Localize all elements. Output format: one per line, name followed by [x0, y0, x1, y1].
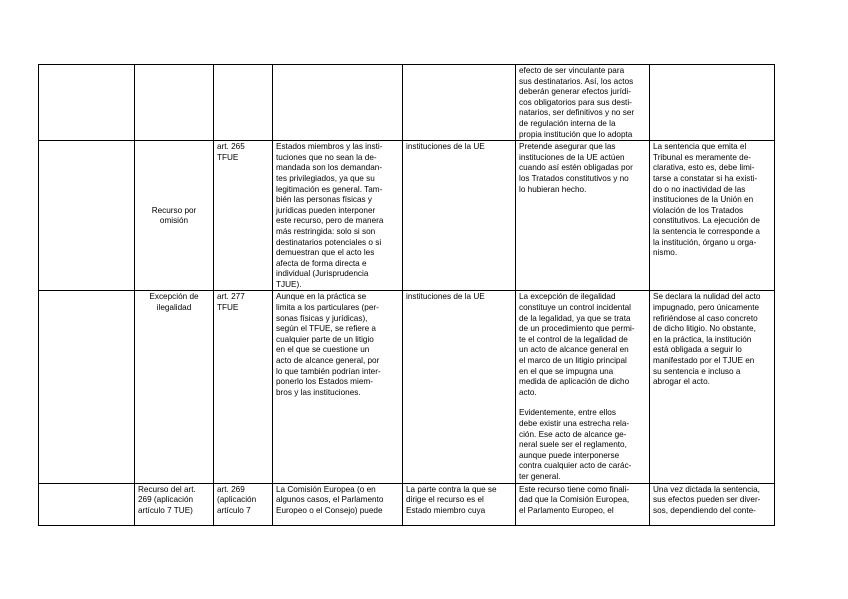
effects-cell: Una vez dictada la sentencia, sus efectos pueden ser diver- sos, dependiendo del conte-: [650, 483, 775, 525]
effects-cell: [650, 65, 775, 141]
category-cell: Recurso del art. 269 (aplicación artículo 7 TUE): [135, 483, 214, 525]
purpose-cell: Pretende asegurar que las instituciones de la UE actúen cuando así estén obligadas por los Tratados constitutivos y no lo hubieran hecho.: [516, 141, 650, 291]
purpose-cell: Este recurso tiene como finali- dad que la Comisión Europea, el Parlamento Europeo, el: [516, 483, 650, 525]
legitimation-cell: La Comisión Europea (o en algunos casos, el Parlamento Europeo o el Consejo) puede: [273, 483, 403, 525]
category-cell: [135, 65, 214, 141]
table-row: [39, 65, 775, 141]
article-cell: art. 277 TFUE: [214, 291, 273, 483]
purpose-cell: efecto de ser vinculante para sus destinatarios. Así, los actos deberán generar efectos jurídi- cos obligatorios para sus desti- natarios, ser definitivos y no ser de regulación interna de la propia institución que lo adopta: [516, 65, 650, 141]
purpose-note: Evidentemente, entre ellos debe existir una estrecha rela- ción. Ese acto de alcance ge- neral suele ser el reglamento, aunque puede interponerse contra cualquier acto de carác- ter general.: [519, 408, 632, 481]
legitimation-cell: Estados miembros y las insti- tuciones que no sean la de- mandada son los demandan- tes privilegiados, ya que su legitimación es general. Tam- bién las personas físicas y jurídicas pueden interponer este recurso, pero de manera más restringida: solo si son destinatarios potenciales o si demuestran que el acto les afecta de forma directa e individual (Jurisprudencia TJUE).: [273, 141, 403, 291]
legitimation-cell: Aunque en la práctica se limita a los particulares (per- sonas físicas y jurídicas), según el TFUE, se refiere a cualquier parte de un litigio en el que se cuestione un acto de alcance general, por lo que también podrían inter- ponerlo los Estados miem- bros y las instituciones.: [273, 291, 403, 483]
blank-cell: [39, 483, 135, 525]
table-row: [39, 483, 775, 525]
effects-cell: La sentencia que emita el Tribunal es meramente de- clarativa, esto es, debe limi- tarse a constatar si ha existi- do o no inactividad de las instituciones de la Unión en violación de los Tratados constitutivos. La ejecución de la sentencia le corresponde a la institución, órgano u orga- nismo.: [650, 141, 775, 291]
legitimation-cell: [273, 65, 403, 141]
appeals-table: [38, 64, 775, 526]
table-row: [39, 291, 775, 483]
defendant-cell: La parte contra la que se dirige el recurso es el Estado miembro cuya: [403, 483, 516, 525]
category-cell: Recurso por omisión: [135, 141, 214, 291]
effects-cell: Se declara la nulidad del acto impugnado, pero únicamente refiriéndose al caso concreto de dicho litigio. No obstante, en la práctica, la institución está obligada a seguir lo manifestado por el TJUE en su sentencia e incluso a abrogar el acto.: [650, 291, 775, 483]
blank-cell: [39, 65, 135, 141]
article-cell: art. 265 TFUE: [214, 141, 273, 291]
defendant-cell: [403, 65, 516, 141]
purpose-cell: [516, 291, 650, 483]
article-cell: [214, 65, 273, 141]
article-cell: art. 269 (aplicación artículo 7: [214, 483, 273, 525]
defendant-cell: instituciones de la UE: [403, 291, 516, 483]
blank-cell: [39, 291, 135, 483]
category-cell: Excepción de ilegalidad: [135, 291, 214, 483]
blank-cell: [39, 141, 135, 291]
table-row: [39, 141, 775, 291]
defendant-cell: instituciones de la UE: [403, 141, 516, 291]
purpose-text: La excepción de ilegalidad constituye un control incidental de la legalidad, ya que se trata de un procedimiento que permi- te el control de la legalidad de un acto de alcance general en el marco de un litigio principal en el que se impugna una medida de aplicación de dicho acto.: [519, 292, 635, 397]
